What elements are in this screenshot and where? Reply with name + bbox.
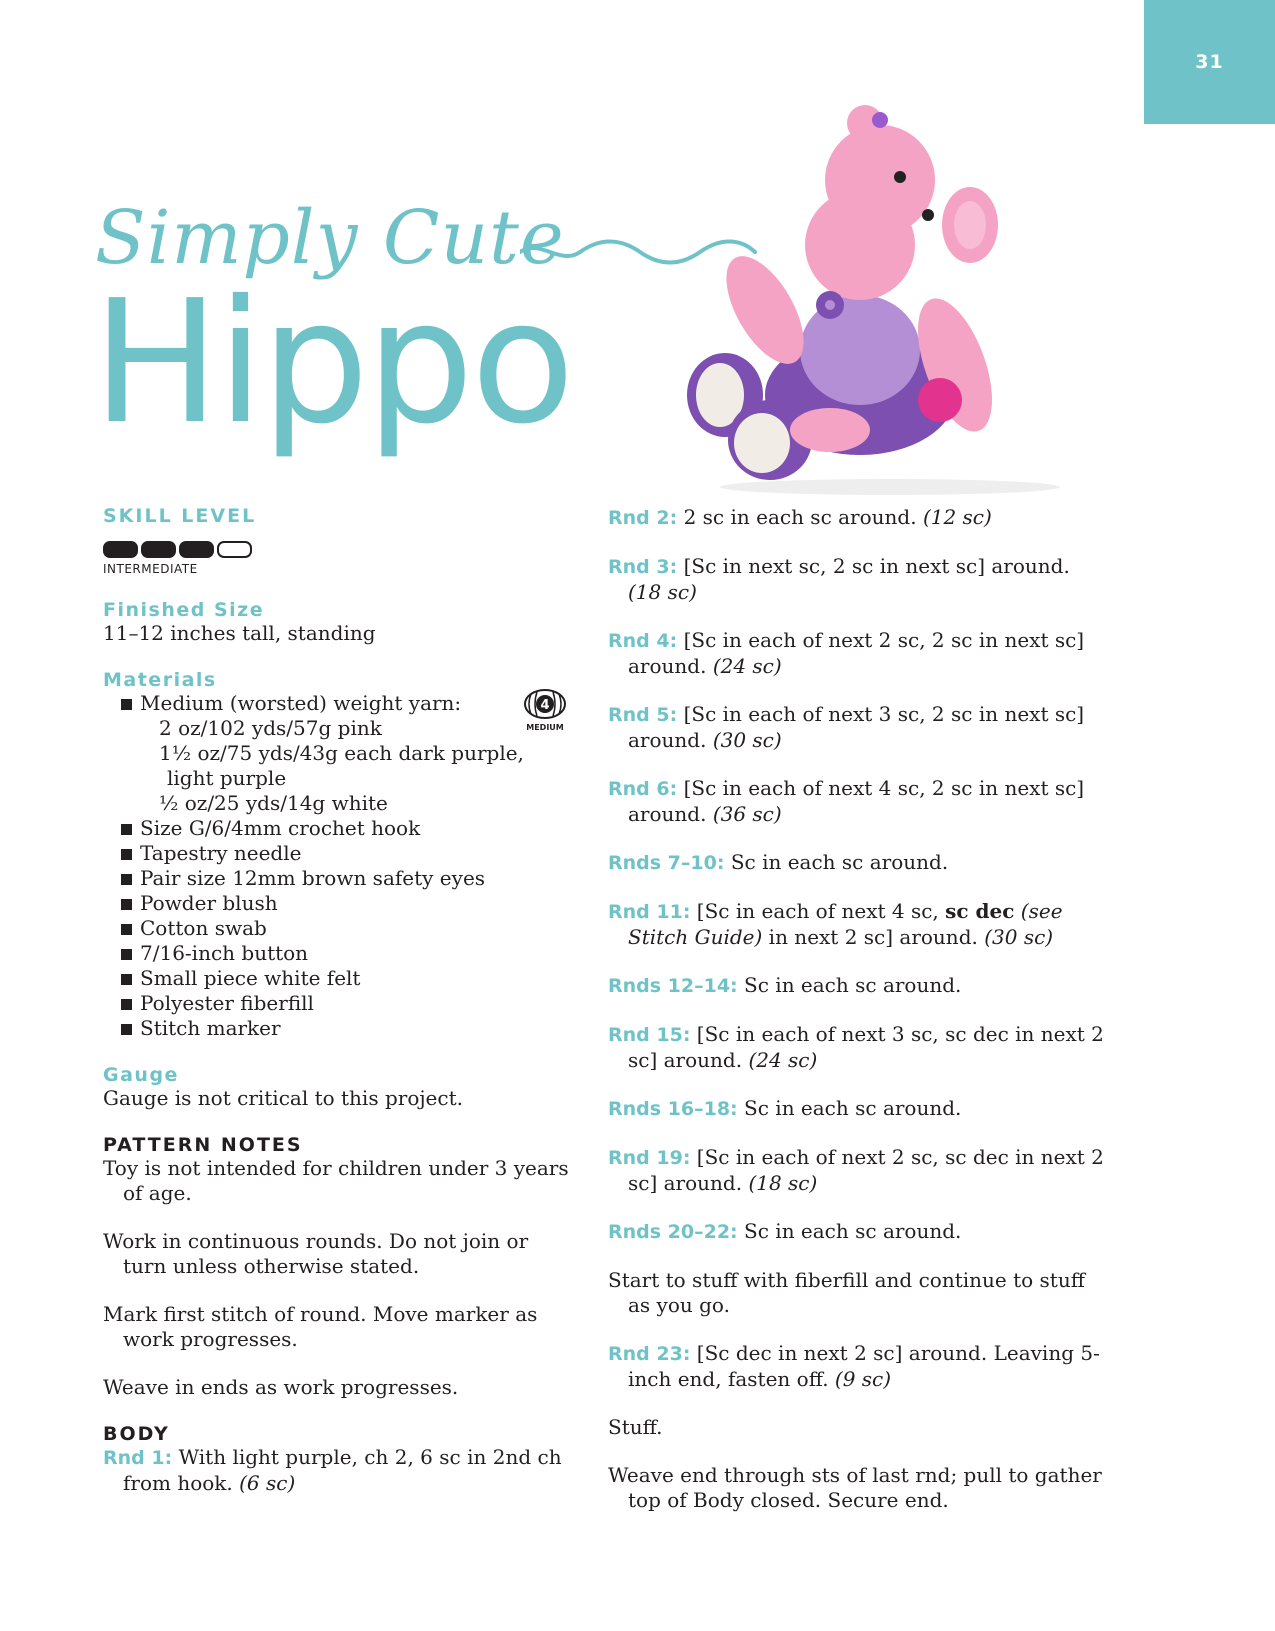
hippo-photo	[670, 95, 1070, 495]
finished-size-text: 11–12 inches tall, standing	[103, 621, 376, 645]
skill-segment	[141, 541, 176, 558]
material-item: Size G/6/4mm crochet hook	[103, 816, 573, 841]
material-item: Stitch marker	[103, 1016, 573, 1041]
pattern-note: Toy is not intended for children under 3 years of age.	[103, 1156, 569, 1205]
round-11: Rnd 11: [Sc in each of next 4 sc, sc dec (see Stitch Guide) in next 2 sc] around. (30 sc)	[608, 899, 1063, 949]
material-item: Small piece white felt	[103, 966, 573, 991]
pattern-notes-heading: PATTERN NOTES	[103, 1134, 303, 1156]
material-item: Tapestry needle	[103, 841, 573, 866]
material-item: 7/16-inch button	[103, 941, 573, 966]
round-4: Rnd 4: [Sc in each of next 2 sc, 2 sc in next sc] around. (24 sc)	[608, 628, 1085, 678]
round-1: Rnd 1: With light purple, ch 2, 6 sc in 2nd ch from hook. (6 sc)	[103, 1445, 562, 1495]
round-5: Rnd 5: [Sc in each of next 3 sc, 2 sc in next sc] around. (30 sc)	[608, 702, 1085, 752]
finished-size-heading: Finished Size	[103, 599, 265, 621]
rounds-7-10: Rnds 7–10: Sc in each sc around.	[608, 850, 949, 874]
skill-segment	[217, 541, 252, 558]
yarn-weight-icon: 4 MEDIUM	[523, 689, 567, 732]
stuff-text: Stuff.	[608, 1415, 663, 1439]
skill-level-label: INTERMEDIATE	[103, 562, 198, 576]
gauge-heading: Gauge	[103, 1064, 179, 1086]
material-item: Powder blush	[103, 891, 573, 916]
title-main: Hippo	[92, 264, 572, 462]
material-sub-item: 2 oz/102 yds/57g pink	[159, 716, 382, 740]
round-3: Rnd 3: [Sc in next sc, 2 sc in next sc] around. (18 sc)	[608, 554, 1070, 604]
round-6: Rnd 6: [Sc in each of next 4 sc, 2 sc in next sc] around. (36 sc)	[608, 776, 1085, 826]
right-column	[608, 505, 1108, 1513]
material-item: Medium (worsted) weight yarn:	[103, 691, 573, 716]
pattern-note: Work in continuous rounds. Do not join or turn unless otherwise stated.	[103, 1229, 529, 1278]
round-23: Rnd 23: [Sc dec in next 2 sc] around. Leaving 5-inch end, fasten off. (9 sc)	[608, 1341, 1100, 1391]
materials-list	[103, 691, 573, 1041]
title-script: Simply Cute	[95, 195, 565, 281]
skill-level-heading: SKILL LEVEL	[103, 505, 257, 527]
material-item: Pair size 12mm brown safety eyes	[103, 866, 573, 891]
rounds-20-22: Rnds 20–22: Sc in each sc around.	[608, 1219, 962, 1243]
page-number: 31	[1144, 0, 1275, 124]
pattern-note: Mark first stitch of round. Move marker as work progresses.	[103, 1302, 538, 1351]
left-column	[103, 505, 573, 1496]
materials-heading: Materials	[103, 669, 217, 691]
gauge-text: Gauge is not critical to this project.	[103, 1086, 463, 1110]
round-15: Rnd 15: [Sc in each of next 3 sc, sc dec in next 2 sc] around. (24 sc)	[608, 1022, 1104, 1072]
material-sub-item: ½ oz/25 yds/14g white	[159, 791, 388, 815]
material-item: Cotton swab	[103, 916, 573, 941]
material-item: Polyester fiberfill	[103, 991, 573, 1016]
stuff-note: Start to stuff with fiberfill and continue to stuff as you go.	[608, 1268, 1085, 1317]
pattern-note: Weave in ends as work progresses.	[103, 1375, 459, 1399]
material-sub-item: 1½ oz/75 yds/43g each dark purple,	[159, 741, 524, 765]
round-19: Rnd 19: [Sc in each of next 2 sc, sc dec in next 2 sc] around. (18 sc)	[608, 1145, 1104, 1195]
skill-segment	[179, 541, 214, 558]
skill-level-bar	[103, 541, 573, 558]
material-sub-item: light purple	[167, 766, 287, 790]
skill-segment	[103, 541, 138, 558]
finish-text: Weave end through sts of last rnd; pull to gather top of Body closed. Secure end.	[608, 1463, 1102, 1512]
svg-text:4: 4	[540, 698, 550, 713]
round-2: Rnd 2: 2 sc in each sc around. (12 sc)	[608, 505, 992, 529]
rounds-12-14: Rnds 12–14: Sc in each sc around.	[608, 973, 962, 997]
rounds-16-18: Rnds 16–18: Sc in each sc around.	[608, 1096, 962, 1120]
body-heading: BODY	[103, 1423, 170, 1445]
